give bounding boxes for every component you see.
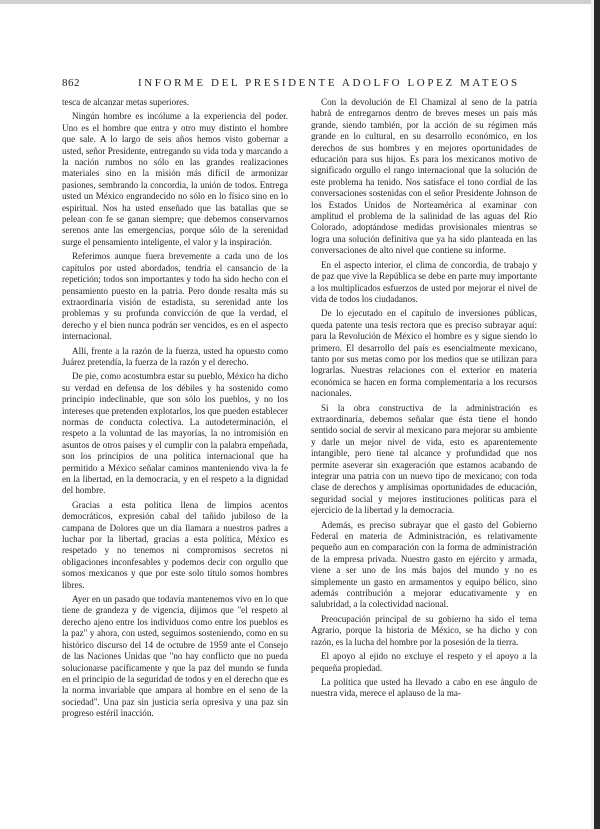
paragraph: Allí, frente a la razón de la fuerza, usted ha opuesto como Juárez pretendía, la fuerza de la razón y el derecho.	[62, 345, 288, 367]
paragraph: Gracias a esta política llena de limpios acentos democráticos, expresión cabal del tañido jubiloso de la campana de Dolores que un día llamara a nuestros padres a luchar por la libertad, gracias a esta política, México es respetado y no tenemos ni compromisos secretos ni obligaciones inconfesables y podemos decir con orgullo que somos mexicanos y que por este solo título somos hombres libres.	[62, 499, 288, 590]
paragraph: Si la obra constructiva de la administración es extraordinaria, debemos señalar que ésta tiene el hondo sentido social de servir al mexicano para mejorar su ambiente y darle un mejor nivel de vida, esto es aparentemente intangible, pero tiene tal alcance y profundidad que nos permite aseverar sin exageración que estamos acabando de integrar una patria con un nuevo tipo de mexicano; con toda clase de derechos y amplísimas oportunidades de educación, seguridad social y mejores instituciones políticas para el ejercicio de la libertad y la democracia.	[311, 402, 537, 516]
right-column	[311, 97, 537, 700]
scan-top-edge	[0, 0, 600, 4]
paragraph: Ningún hombre es incólume a la experiencia del poder. Uno es el hombre que entra y otro muy distinto el hombre que sale. A lo largo de seis años hemos visto gobernar a usted, señor Presidente, entregando su vida toda y marcando a la nación rumbos no sólo en las grandes realizaciones materiales sino en la misión más difícil de armonizar pasiones, sembrando la concordia, la unión de todos. Entrega usted un México engrandecido no sólo en lo físico sino en lo espiritual. Nos ha usted enseñado que las batallas que se pelean con fe se ganan siempre; que debemos conservarnos serenos ante las emergencias, porque sólo de la serenidad surge el pensamiento inteligente, el valor y la inspiración.	[62, 111, 289, 247]
paragraph: El apoyo al ejido no excluye el respeto y el apoyo a la pequeña propiedad.	[311, 651, 537, 673]
paragraph: En el aspecto interior, el clima de concordia, de trabajo y de paz que vive la República se debe en parte muy importante a los multiplicados esfuerzos de usted por mejorar el nivel de vida de todos los ciudadanos.	[311, 259, 537, 304]
paragraph: Referimos aunque fuera brevemente a cada uno de los capítulos por usted abordados, tendría el cansancio de la repetición; todos son importantes y todo ha sido hecho con el pensamiento puesto en la patria. Pero donde resalta más su extraordinaria visión de estadista, su serenidad ante los problemas y su profunda convicción de que la verdad, el derecho y el bien nunca podrán ser vencidos, es en el aspecto internacional.	[62, 251, 288, 342]
paragraph: La política que usted ha llevado a cabo en ese ángulo de nuestra vida, merece el aplauso de la ma-	[311, 676, 537, 699]
running-title: INFORME DEL PRESIDENTE ADOLFO LOPEZ MATEOS	[138, 77, 520, 89]
left-column	[62, 97, 288, 720]
paragraph: De pie, como acostumbra estar su pueblo, México ha dicho su verdad en defensa de los débiles y ha sostenido como principio indeclinable, que son sólo los pueblos, y no los intereses que pretenden explotarlos, los que pueden establecer normas de conducta colectiva. La autodeterminación, el respeto a la voluntad de las mayorías, la no intromisión en asuntos de otros países y el cumplir con la palabra empeñada, son los principios de una política internacional que ha permitido a México señalar caminos manteniendo viva la fe en la libertad, en la democracia, y en el respeto a la dignidad del hombre.	[62, 371, 288, 496]
paragraph: Preocupación principal de su gobierno ha sido el tema Agrario, porque la historia de México, se ha dicho y con razón, es la lucha del hombre por la posesión de la tierra.	[311, 613, 537, 647]
paragraph: De lo ejecutado en el capítulo de inversiones públicas, queda patente una tesis rectora que es preciso subrayar aquí: para la Revolución de México el hombre es y sigue siendo lo primero. El desarrollo del país es esencialmente mexicano, tanto por sus metas como por los medios que se utilizan para lograrlas. Nuestras relaciones con el exterior en materia económica se hacen en forma complementaria a los recursos nacionales.	[311, 308, 537, 399]
paragraph: Además, es preciso subrayar que el gasto del Gobierno Federal en materia de Administración, es relativamente pequeño aun en comparación con la forma de administración de la empresa privada. Nuestro gasto en ejército y armada, viene a ser uno de los más bajos del mundo y no es simplemente un gasto en armamentos y equipo bélico, sino además contribución a mejorar educativamente y en salubridad, a la colectividad nacional.	[311, 519, 537, 610]
paragraph: Con la devolución de El Chamizal al seno de la patria habrá de entregarnos dentro de breves meses un país más grande, siendo también, por la acción de su régimen más grande en lo cultural, en su desarrollo económico, en los derechos de sus hombres y en mejores oportunidades de educación para sus hijos. Es para los mexicanos motivo de significado orgullo el rango internacional que la solución de este problema ha tenido. Nos satisface el tono cordial de las conversaciones sostenidas con el señor Presidente Johnson de los Estados Unidos de Norteamérica al examinar con amplitud el problema de la salinidad de las aguas del Río Colorado, adoptándose medidas provisionales mientras se logra una solución definitiva que ya ha sido planteada en las conversaciones de alto nivel que contiene su informe.	[311, 97, 537, 256]
page-number: 862	[62, 77, 80, 89]
scan-right-edge	[594, 0, 600, 829]
paragraph: Ayer en un pasado que todavía mantenemos vivo en lo que tiene de grandeza y de vigencia, dijimos que "el respeto al derecho ajeno entre los individuos como entre los pueblos es la paz" y ahora, con usted, seguimos sosteniendo, como en su histórico discurso del 14 de octubre de 1959 ante el Consejo de las Naciones Unidas que "no hay conflicto que no pueda solucionarse pacíficamente y que la paz del mundo se funda en el principio de la seguridad de todos y en el derecho que es la norma invariable que ampara al hombre en el seno de la sociedad". Una paz sin justicia sería opresiva y una paz sin progreso estéril inacción.	[62, 594, 288, 719]
paragraph: tesca de alcanzar metas superiores.	[62, 97, 189, 107]
